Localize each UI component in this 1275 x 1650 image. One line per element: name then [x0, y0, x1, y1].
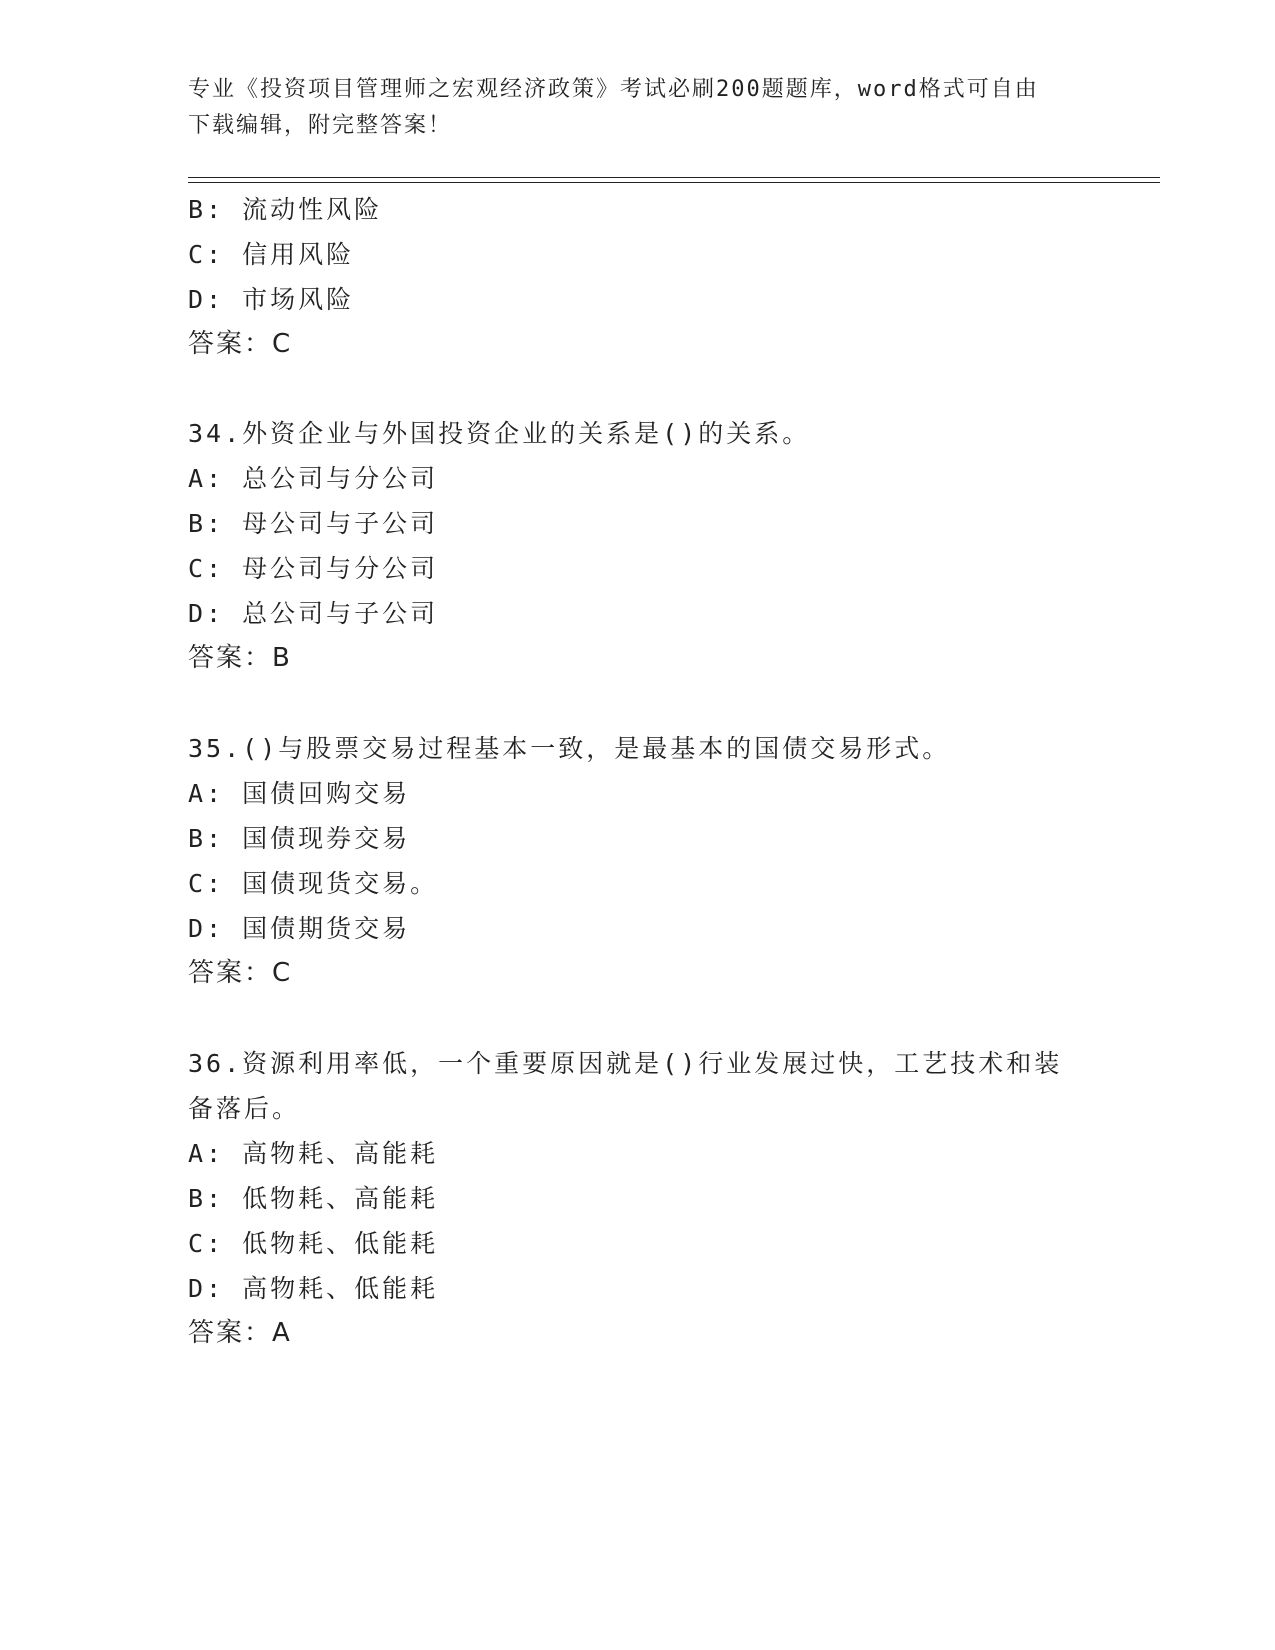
q35-option-a: A: 国债回购交易 — [188, 779, 411, 808]
q35-option-d: D: 国债期货交易 — [188, 914, 411, 943]
header-line-2: 下载编辑，附完整答案！ — [188, 113, 453, 138]
document-header — [188, 72, 1088, 144]
q36-option-c: C: 低物耗、低能耗 — [188, 1229, 439, 1258]
q33-option-d: D: 市场风险 — [188, 285, 355, 314]
q36-answer: 答案：A — [188, 1318, 292, 1348]
q34-option-a: A: 总公司与分公司 — [188, 464, 439, 493]
q36-option-a: A: 高物耗、高能耗 — [188, 1139, 439, 1168]
q36-option-d: D: 高物耗、低能耗 — [188, 1274, 439, 1303]
q36-stem-line-1: 36.资源利用率低，一个重要原因就是()行业发展过快，工艺技术和装 — [188, 1049, 1063, 1078]
q34-stem: 34.外资企业与外国投资企业的关系是()的关系。 — [188, 419, 811, 448]
q34-option-c: C: 母公司与分公司 — [188, 554, 439, 583]
header-divider — [188, 177, 1160, 183]
q36-stem-line-2: 备落后。 — [188, 1094, 301, 1123]
header-line-1: 专业《投资项目管理师之宏观经济政策》考试必刷200题题库，word格式可自由 — [188, 77, 1039, 102]
q35-option-c: C: 国债现货交易。 — [188, 869, 439, 898]
q34-answer: 答案：B — [188, 643, 292, 673]
q33-option-c: C: 信用风险 — [188, 240, 355, 269]
q33-option-b: B: 流动性风险 — [188, 195, 383, 224]
q34-option-b: B: 母公司与子公司 — [188, 509, 439, 538]
q35-answer: 答案：C — [188, 958, 293, 988]
q33-answer: 答案：C — [188, 329, 293, 359]
q35-stem: 35.()与股票交易过程基本一致，是最基本的国债交易形式。 — [188, 734, 951, 763]
q35-option-b: B: 国债现券交易 — [188, 824, 411, 853]
q36-option-b: B: 低物耗、高能耗 — [188, 1184, 439, 1213]
q34-option-d: D: 总公司与子公司 — [188, 599, 439, 628]
